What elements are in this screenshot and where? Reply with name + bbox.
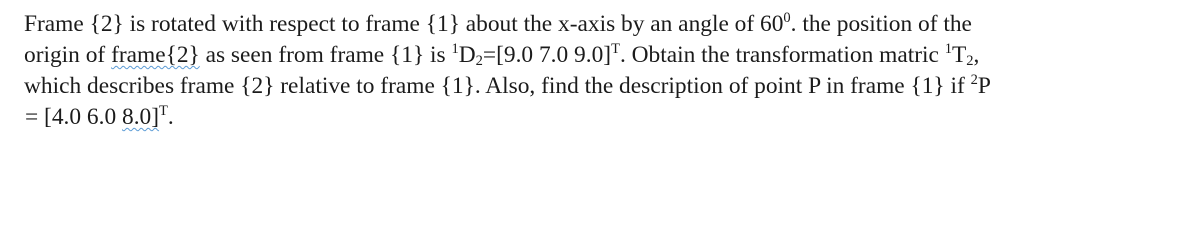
matrix-t-symbol: T [951, 42, 967, 68]
line2-lead: origin of [24, 42, 112, 68]
matrix-t-subscript: 2 [966, 53, 974, 70]
text-line-4 [24, 102, 1194, 133]
line2-mid: as seen from frame {1} is [199, 42, 452, 68]
vector-d-symbol: D [458, 42, 476, 68]
line4-end: . [167, 104, 174, 130]
line2-after: . Obtain the transformation matric [619, 42, 945, 68]
spellcheck-underlined-word: frame{2} [111, 42, 200, 68]
spellcheck-underlined-vector: 8.0] [122, 104, 160, 130]
point-prefix-superscript: 2 [970, 72, 978, 89]
text-line-2 [24, 40, 1194, 71]
line1-text: Frame {2} is rotated with respect to frame {1} about the x-axis by an angle of 60 [24, 11, 784, 37]
vector-d-subscript: 2 [475, 53, 483, 70]
line1-tail: . the position of the [790, 11, 972, 37]
transpose-superscript: T [611, 41, 620, 58]
point-p-symbol: P [977, 73, 991, 99]
matrix-prefix-superscript: 1 [944, 41, 952, 58]
line3-text: which describes frame {2} relative to frame {1}. Also, find the description of point P in frame {1} if [24, 73, 971, 99]
frame-prefix-superscript: 1 [451, 41, 459, 58]
text-line-1 [24, 9, 1194, 40]
transpose-superscript-2: T [159, 103, 168, 120]
degree-superscript: 0 [783, 10, 791, 27]
line2-end: , [973, 42, 980, 68]
problem-statement [24, 9, 1194, 133]
text-line-3 [24, 71, 1194, 102]
line4-lead: = [4.0 6.0 [25, 104, 123, 130]
position-vector: =[9.0 7.0 9.0] [482, 42, 612, 68]
